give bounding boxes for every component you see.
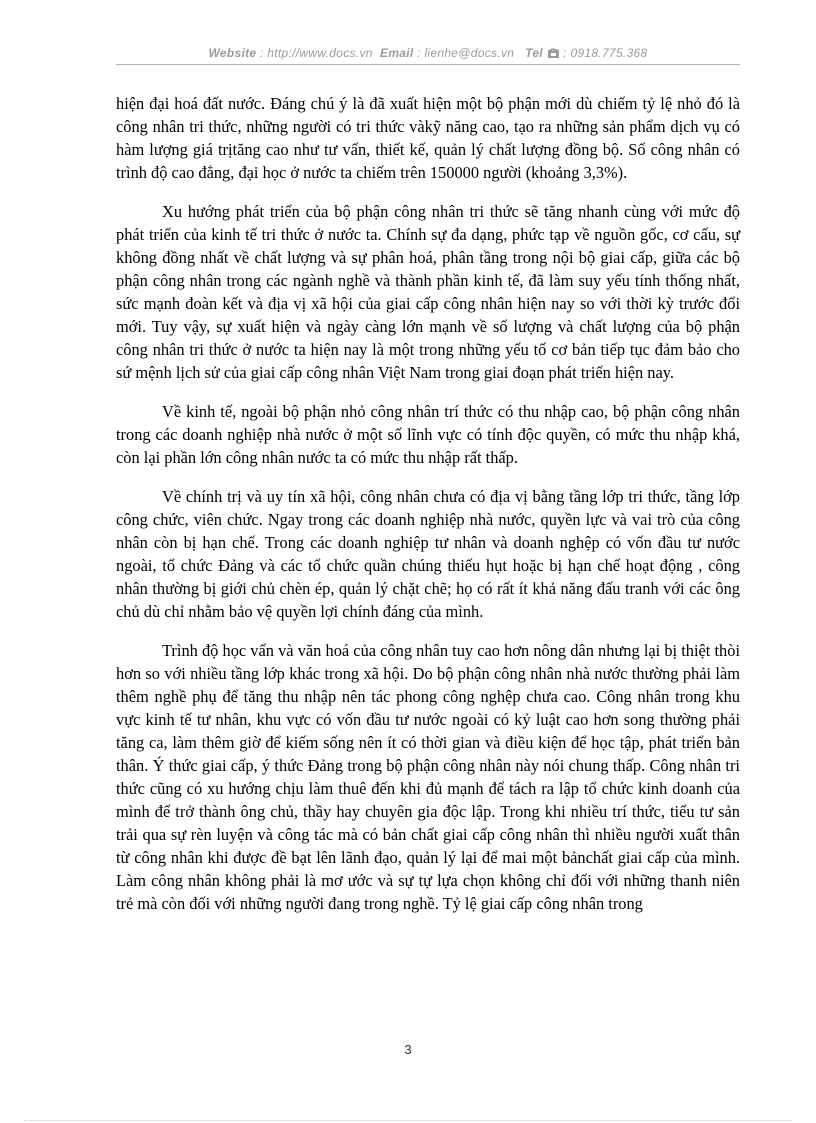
paragraph-4: Về chính trị và uy tín xã hội, công nhân chưa có địa vị bằng tầng lớp tri thức, tầng lớp công chức, viên chức. Ngay trong các doanh nghiệp nhà nước, quyền lực và vai trò của công nhân còn bị hạn chế. Trong các doanh nghiệp tư nhân và doanh nghệp có vốn đầu tư nước ngoài, tổ chức Đảng và các tổ chức quần chúng thiếu hụt hoặc bị hạn chế hoạt động , công nhân thường bị giới chủ chèn ép, quản lý chặt chẽ; họ có rất ít khả năng đấu tranh với các ông chủ dù chỉ nhằm bảo vệ quyền lợi chính đáng của mình. (116, 487, 740, 621)
phone-number: : 0918.775.368 (563, 46, 648, 60)
website-link[interactable]: : http://www.docs.vn (260, 46, 373, 60)
paragraph-2: Xu hướng phát triển của bộ phận công nhân tri thức sẽ tăng nhanh cùng với mức độ phát triển của kinh tế tri thức ở nước ta. Chính sự đa dạng, phức tạp về nguồn gốc, cơ cấu, sự không đồng nhất về chất lượng và sự phân hoá, phân tầng trong nội bộ giai cấp, giữa các bộ phận công nhân trong các ngành nghề và thành phần kinh tế, đã làm suy yếu tính thống nhất, sức mạnh đoàn kết và địa vị xã hội của giai cấp công nhân hiện nay so với thời kỳ trước đổi mới. Tuy vậy, sự xuất hiện và ngày càng lớn mạnh về số lượng và chất lượng của bộ phận công nhân tri thức ở nước ta hiện nay là một trong những yếu tố cơ bản tiếp tục đảm bảo cho sứ mệnh lịch sử của giai cấp công nhân Việt Nam trong giai đoạn phát triển hiện nay. (116, 202, 740, 382)
footer-divider (24, 1120, 792, 1121)
phone-icon (547, 47, 560, 62)
paragraph-3: Về kinh tế, ngoài bộ phận nhỏ công nhân trí thức có thu nhập cao, bộ phận công nhân trong các doanh nghiệp nhà nước ở một số lĩnh vực có tính độc quyền, có mức thu nhập khá, còn lại phần lớn công nhân nước ta có mức thu nhập rất thấp. (116, 402, 740, 467)
page-number: 3 (404, 1042, 412, 1057)
website-label: Website (208, 46, 257, 60)
email-link[interactable]: : lienhe@docs.vn (417, 46, 515, 60)
email-label: Email (380, 46, 414, 60)
header-divider (116, 64, 740, 65)
tel-label: Tel (525, 46, 543, 60)
page-header (116, 46, 740, 62)
document-body (116, 92, 740, 931)
paragraph-5: Trình độ học vấn và văn hoá của công nhân tuy cao hơn nông dân nhưng lại bị thiệt thòi hơn so với nhiều tầng lớp khác trong xã hội. Do bộ phận công nhân nhà nước thường phải làm thêm nghề phụ để tăng thu nhập nên tác phong công nghệp chưa cao. Công nhân trong khu vực kinh tế tư nhân, khu vực có vốn đầu tư nước ngoài có kỷ luật cao hơn song thường phải tăng ca, làm thêm giờ để kiếm sống nên ít có thời gian và điều kiện để học tập, phát triển bản thân. Ý thức giai cấp, ý thức Đảng trong bộ phận công nhân này nói chung thấp. Công nhân tri thức cũng có xu hướng chịu làm thuê đến khi đủ mạnh để tách ra lập tổ chức kinh doanh của mình để trở thành ông chủ, thầy hay chuyên gia độc lập. Trong khi nhiều trí thức, tiểu tư sản trải qua sự rèn luyện và công tác mà có bản chất giai cấp công nhân thì nhiều người xuất thân từ công nhân khi được đề bạt lên lãnh đạo, quản lý lại để mai một bảnchất giai cấp của mình. Làm công nhân không phải là mơ ước và sự tự lựa chọn không chỉ đối với những thanh niên trẻ mà còn đối với những người đang trong nghề. Tỷ lệ giai cấp công nhân trong (116, 641, 740, 913)
paragraph-1: hiện đại hoá đất nước. Đáng chú ý là đã xuất hiện một bộ phận mới dù chiếm tỷ lệ nhỏ đó là công nhân tri thức, những người có tri thức vàkỹ năng cao, tạo ra những sản phẩm dịch vụ có hàm lượng giá trịtăng cao như tư vấn, thiết kế, quản lý chất lượng đồng bộ. Số công nhân có trình độ cao đẳng, đại học ở nước ta chiếm trên 150000 người (khoảng 3,3%). (116, 94, 740, 182)
